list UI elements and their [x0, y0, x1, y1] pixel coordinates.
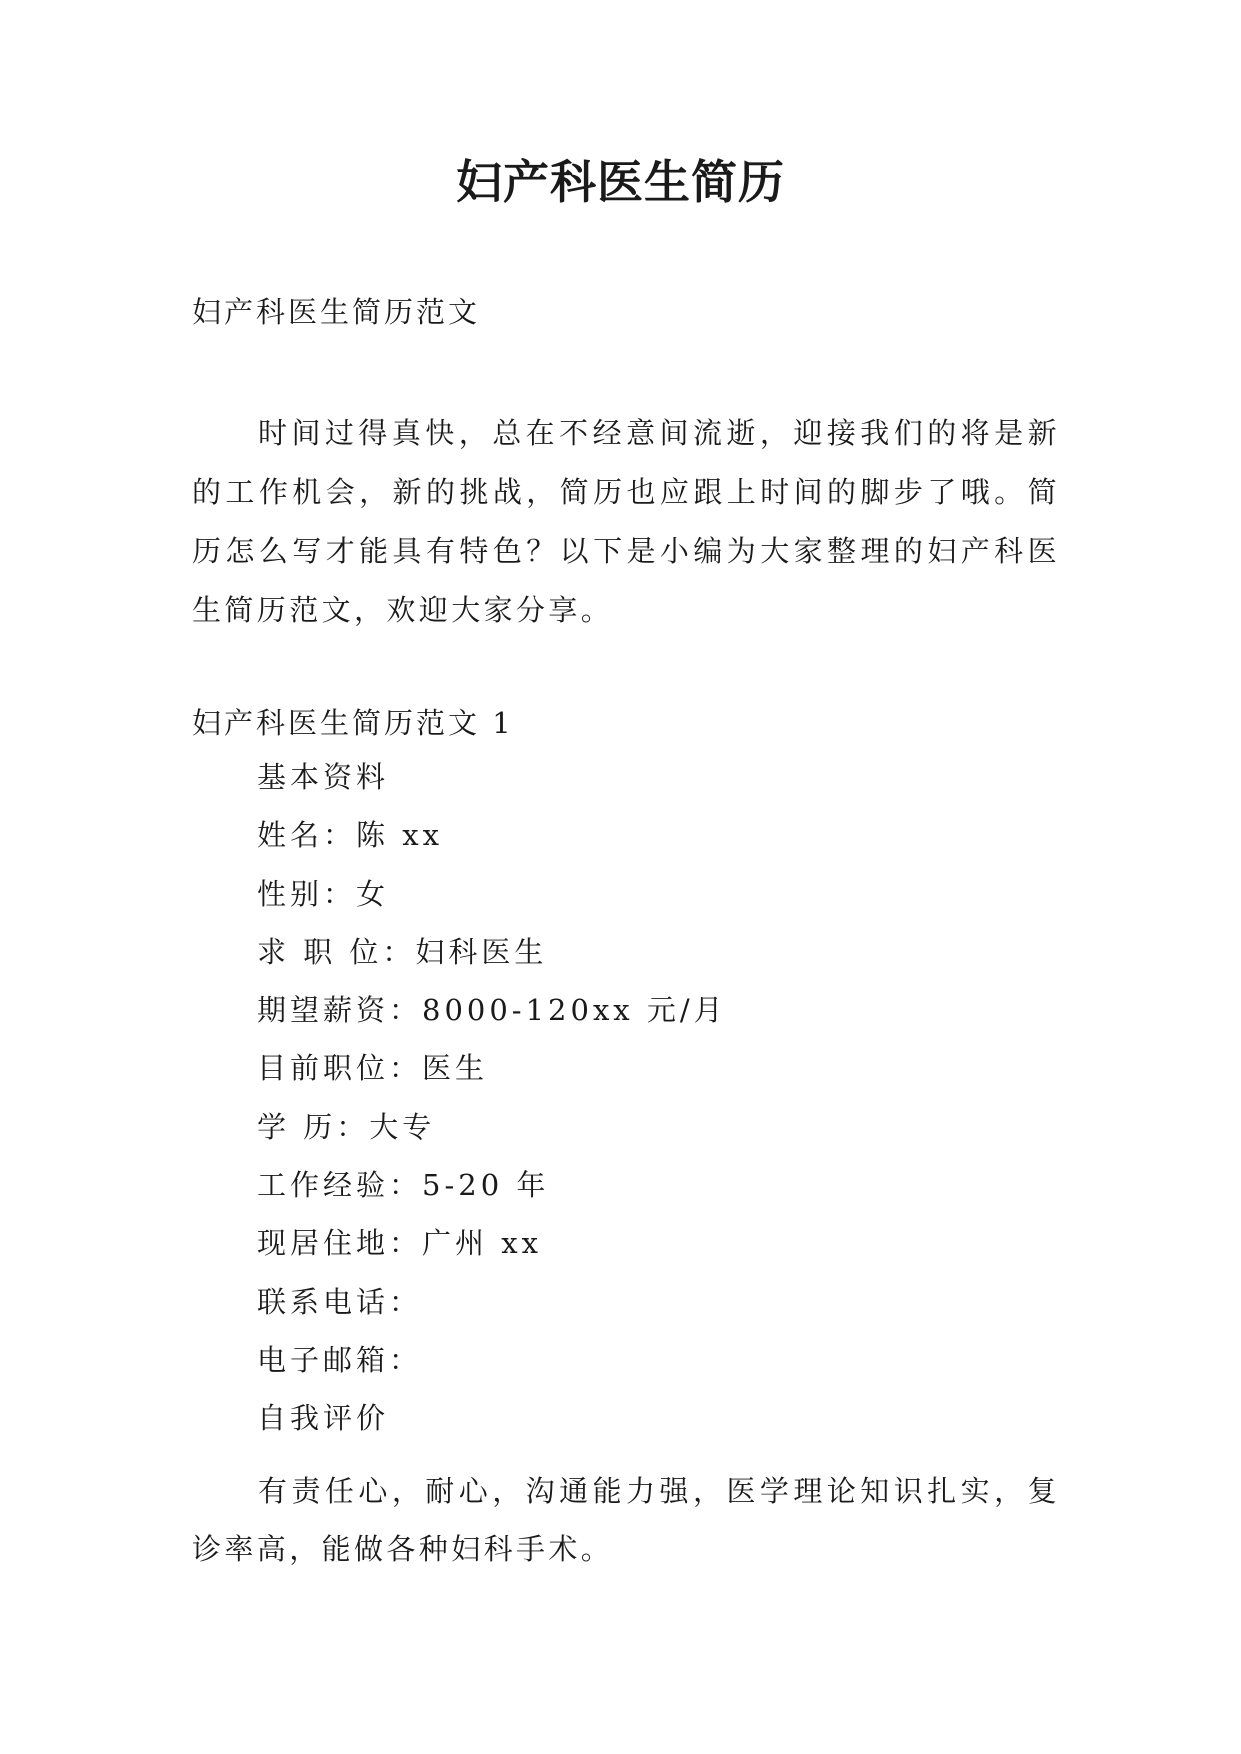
info-line-work-experience: 工作经验：5-20 年 — [257, 1168, 550, 1203]
info-line-self-evaluation-heading: 自我评价 — [257, 1401, 390, 1436]
info-line-residence: 现居住地：广州 xx — [257, 1226, 542, 1261]
info-line-email: 电子邮箱： — [257, 1342, 423, 1377]
info-line-basic-info-heading: 基本资料 — [257, 760, 390, 794]
document-subtitle: 妇产科医生简历范文 — [192, 295, 481, 329]
intro-paragraph: 时间过得真快，总在不经意间流逝，迎接我们的将是新的工作机会，新的挑战，简历也应跟上时间的脚步了哦。简历怎么写才能具有特色？以下是小编为大家整理的妇产科医生简历范文，欢迎大家分享。 — [192, 416, 1060, 627]
info-line-position-sought: 求 职 位：妇科医生 — [257, 934, 548, 969]
self-evaluation-paragraph: 有责任心，耐心，沟通能力强，医学理论知识扎实，复诊率高，能做各种妇科手术。 — [192, 1474, 1060, 1566]
info-line-expected-salary: 期望薪资：8000-120xx 元/月 — [257, 993, 727, 1028]
document-title: 妇产科医生简历 — [456, 155, 785, 209]
info-line-current-position: 目前职位：医生 — [257, 1051, 489, 1086]
info-line-phone: 联系电话： — [257, 1284, 423, 1319]
info-line-education: 学 历：大专 — [257, 1109, 436, 1144]
section-heading: 妇产科医生简历范文 1 — [192, 706, 514, 740]
basic-info-list — [257, 757, 727, 1457]
info-line-name: 姓名：陈 xx — [257, 818, 443, 853]
info-line-gender: 性别：女 — [257, 876, 390, 911]
